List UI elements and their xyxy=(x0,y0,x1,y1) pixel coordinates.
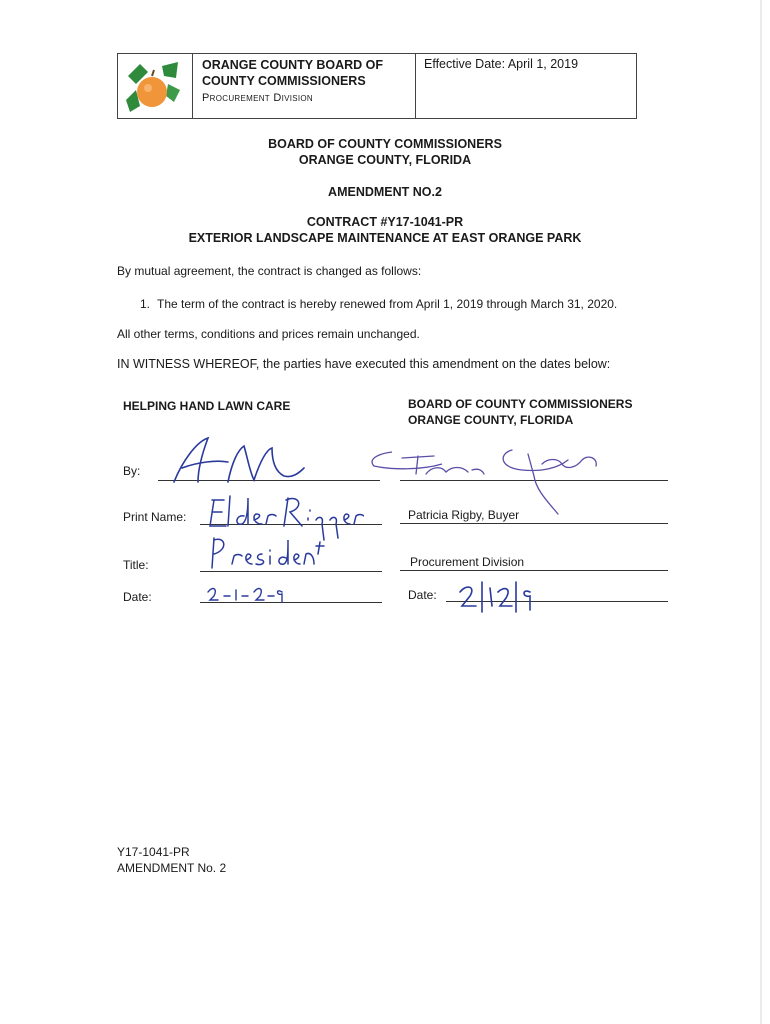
org-name-line2: COUNTY COMMISSIONERS xyxy=(202,74,366,88)
handwritten-county-date xyxy=(456,578,536,614)
by-label: By: xyxy=(123,464,141,478)
footer-amendment: AMENDMENT No. 2 xyxy=(117,861,227,875)
title-line2: ORANGE COUNTY, FLORIDA xyxy=(298,153,472,167)
title-line1: BOARD OF COUNTY COMMISSIONERS xyxy=(268,137,502,151)
item-text: The term of the contract is hereby renewed from April 1, 2019 through March 31, 2020. xyxy=(157,297,618,311)
contract-subject: EXTERIOR LANDSCAPE MAINTENANCE AT EAST ORANGE PARK xyxy=(188,231,582,245)
handwritten-title xyxy=(206,534,326,574)
handwritten-date xyxy=(206,584,286,604)
county-party-line1: BOARD OF COUNTY COMMISSIONERS xyxy=(408,397,633,411)
orange-county-logo-icon xyxy=(118,54,192,118)
county-title-line xyxy=(400,570,668,571)
item-number: 1. xyxy=(140,297,151,311)
logo-cell xyxy=(118,54,193,118)
contractor-name: HELPING HAND LAWN CARE xyxy=(123,399,291,413)
county-party-line2: ORANGE COUNTY, FLORIDA xyxy=(408,413,574,427)
title-label: Title: xyxy=(123,558,149,572)
county-print-name: Patricia Rigby, Buyer xyxy=(408,508,520,522)
county-date-label: Date: xyxy=(408,588,437,602)
division-name: Procurement Division xyxy=(202,92,314,104)
scan-edge xyxy=(760,0,762,1024)
county-print-name-line xyxy=(400,523,668,524)
org-name-line1: ORANGE COUNTY BOARD OF xyxy=(202,58,384,72)
header-box xyxy=(117,53,637,119)
contractor-signature xyxy=(168,432,308,487)
county-title: Procurement Division xyxy=(410,555,525,569)
amendment-title: AMENDMENT NO.2 xyxy=(328,185,442,199)
org-cell xyxy=(193,54,416,118)
intro-text: By mutual agreement, the contract is changed as follows: xyxy=(117,264,422,278)
footer-contract-number: Y17-1041-PR xyxy=(117,845,190,859)
date-label: Date: xyxy=(123,590,152,604)
other-terms-text: All other terms, conditions and prices remain unchanged. xyxy=(117,327,420,341)
contract-number: CONTRACT #Y17-1041-PR xyxy=(306,215,464,229)
witness-text: IN WITNESS WHEREOF, the parties have executed this amendment on the dates below: xyxy=(117,357,611,371)
print-name-label: Print Name: xyxy=(123,510,187,524)
effective-date-cell xyxy=(416,54,636,118)
effective-date: Effective Date: April 1, 2019 xyxy=(424,57,579,71)
